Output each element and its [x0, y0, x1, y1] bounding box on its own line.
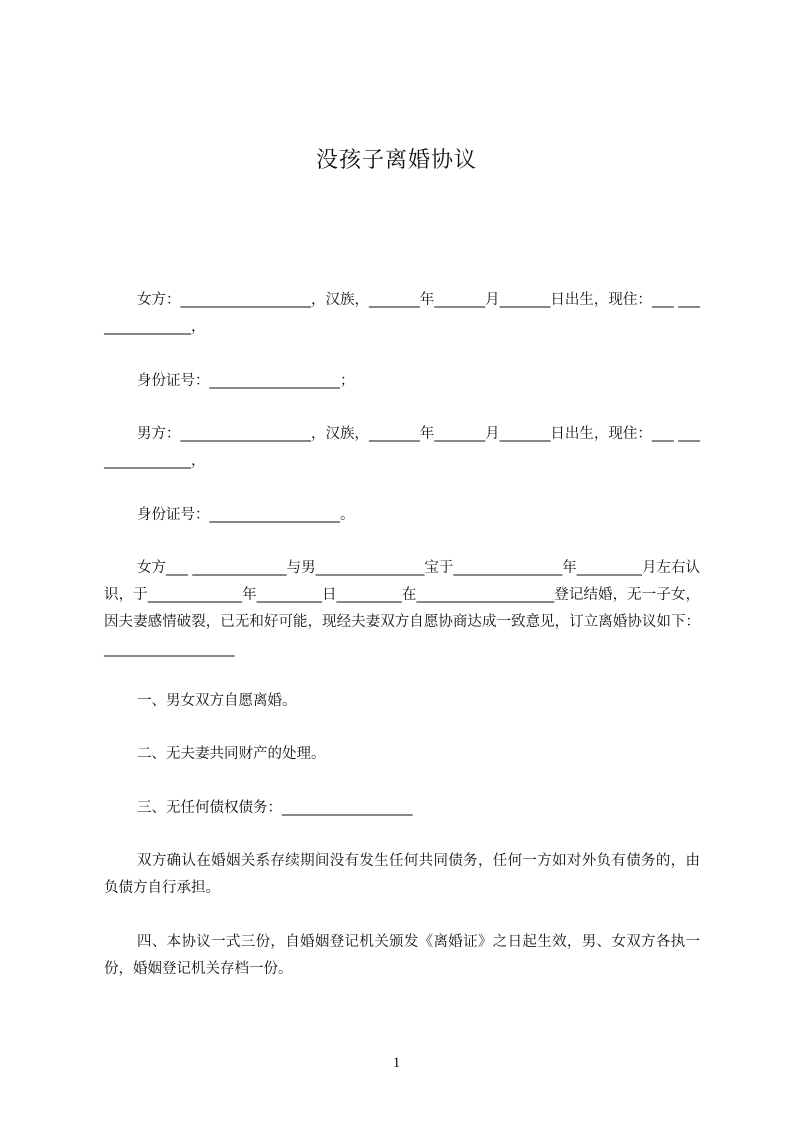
paragraph-wife-id: 身份证号：__________________；	[137, 373, 355, 389]
debt-statement: 双方确认在婚姻关系存续期间没有发生任何共同债务，任何一方如对外负有债务的，由负债方自行承担。	[104, 853, 700, 896]
clause-4: 四、本协议一式三份，自婚姻登记机关颁发《离婚证》之日起生效，男、女双方各执一份，婚姻登记机关存档一份。	[104, 934, 700, 977]
page-number: 1	[392, 1055, 401, 1071]
clause-3: 三、无任何债权债务：__________________	[137, 800, 413, 816]
paragraph-marriage-background: 女方___ _____________与男_______________宝于_______________年_________月左右认识，于_____________年_________日_________在___________________登记结婚，无一子女，因夫妻感情破裂，已无和好可能，现经夫妻双方自愿协商达成一致意见，订立离婚协议如下：__________________	[104, 560, 700, 657]
clause-2: 二、无夫妻共同财产的处理。	[137, 746, 326, 762]
paragraph-wife-info: 女方：__________________，汉族，_______年_______月_______日出生，现住：___ _______________，	[104, 292, 700, 335]
paragraph-husband-id: 身份证号：__________________。	[137, 507, 355, 523]
paragraph-husband-info: 男方：__________________，汉族，_______年_______月_______日出生，现住：___ _______________，	[104, 426, 700, 469]
clause-1: 一、男女双方自愿离婚。	[137, 693, 297, 709]
document-title: 没孩子离婚协议	[315, 148, 477, 173]
